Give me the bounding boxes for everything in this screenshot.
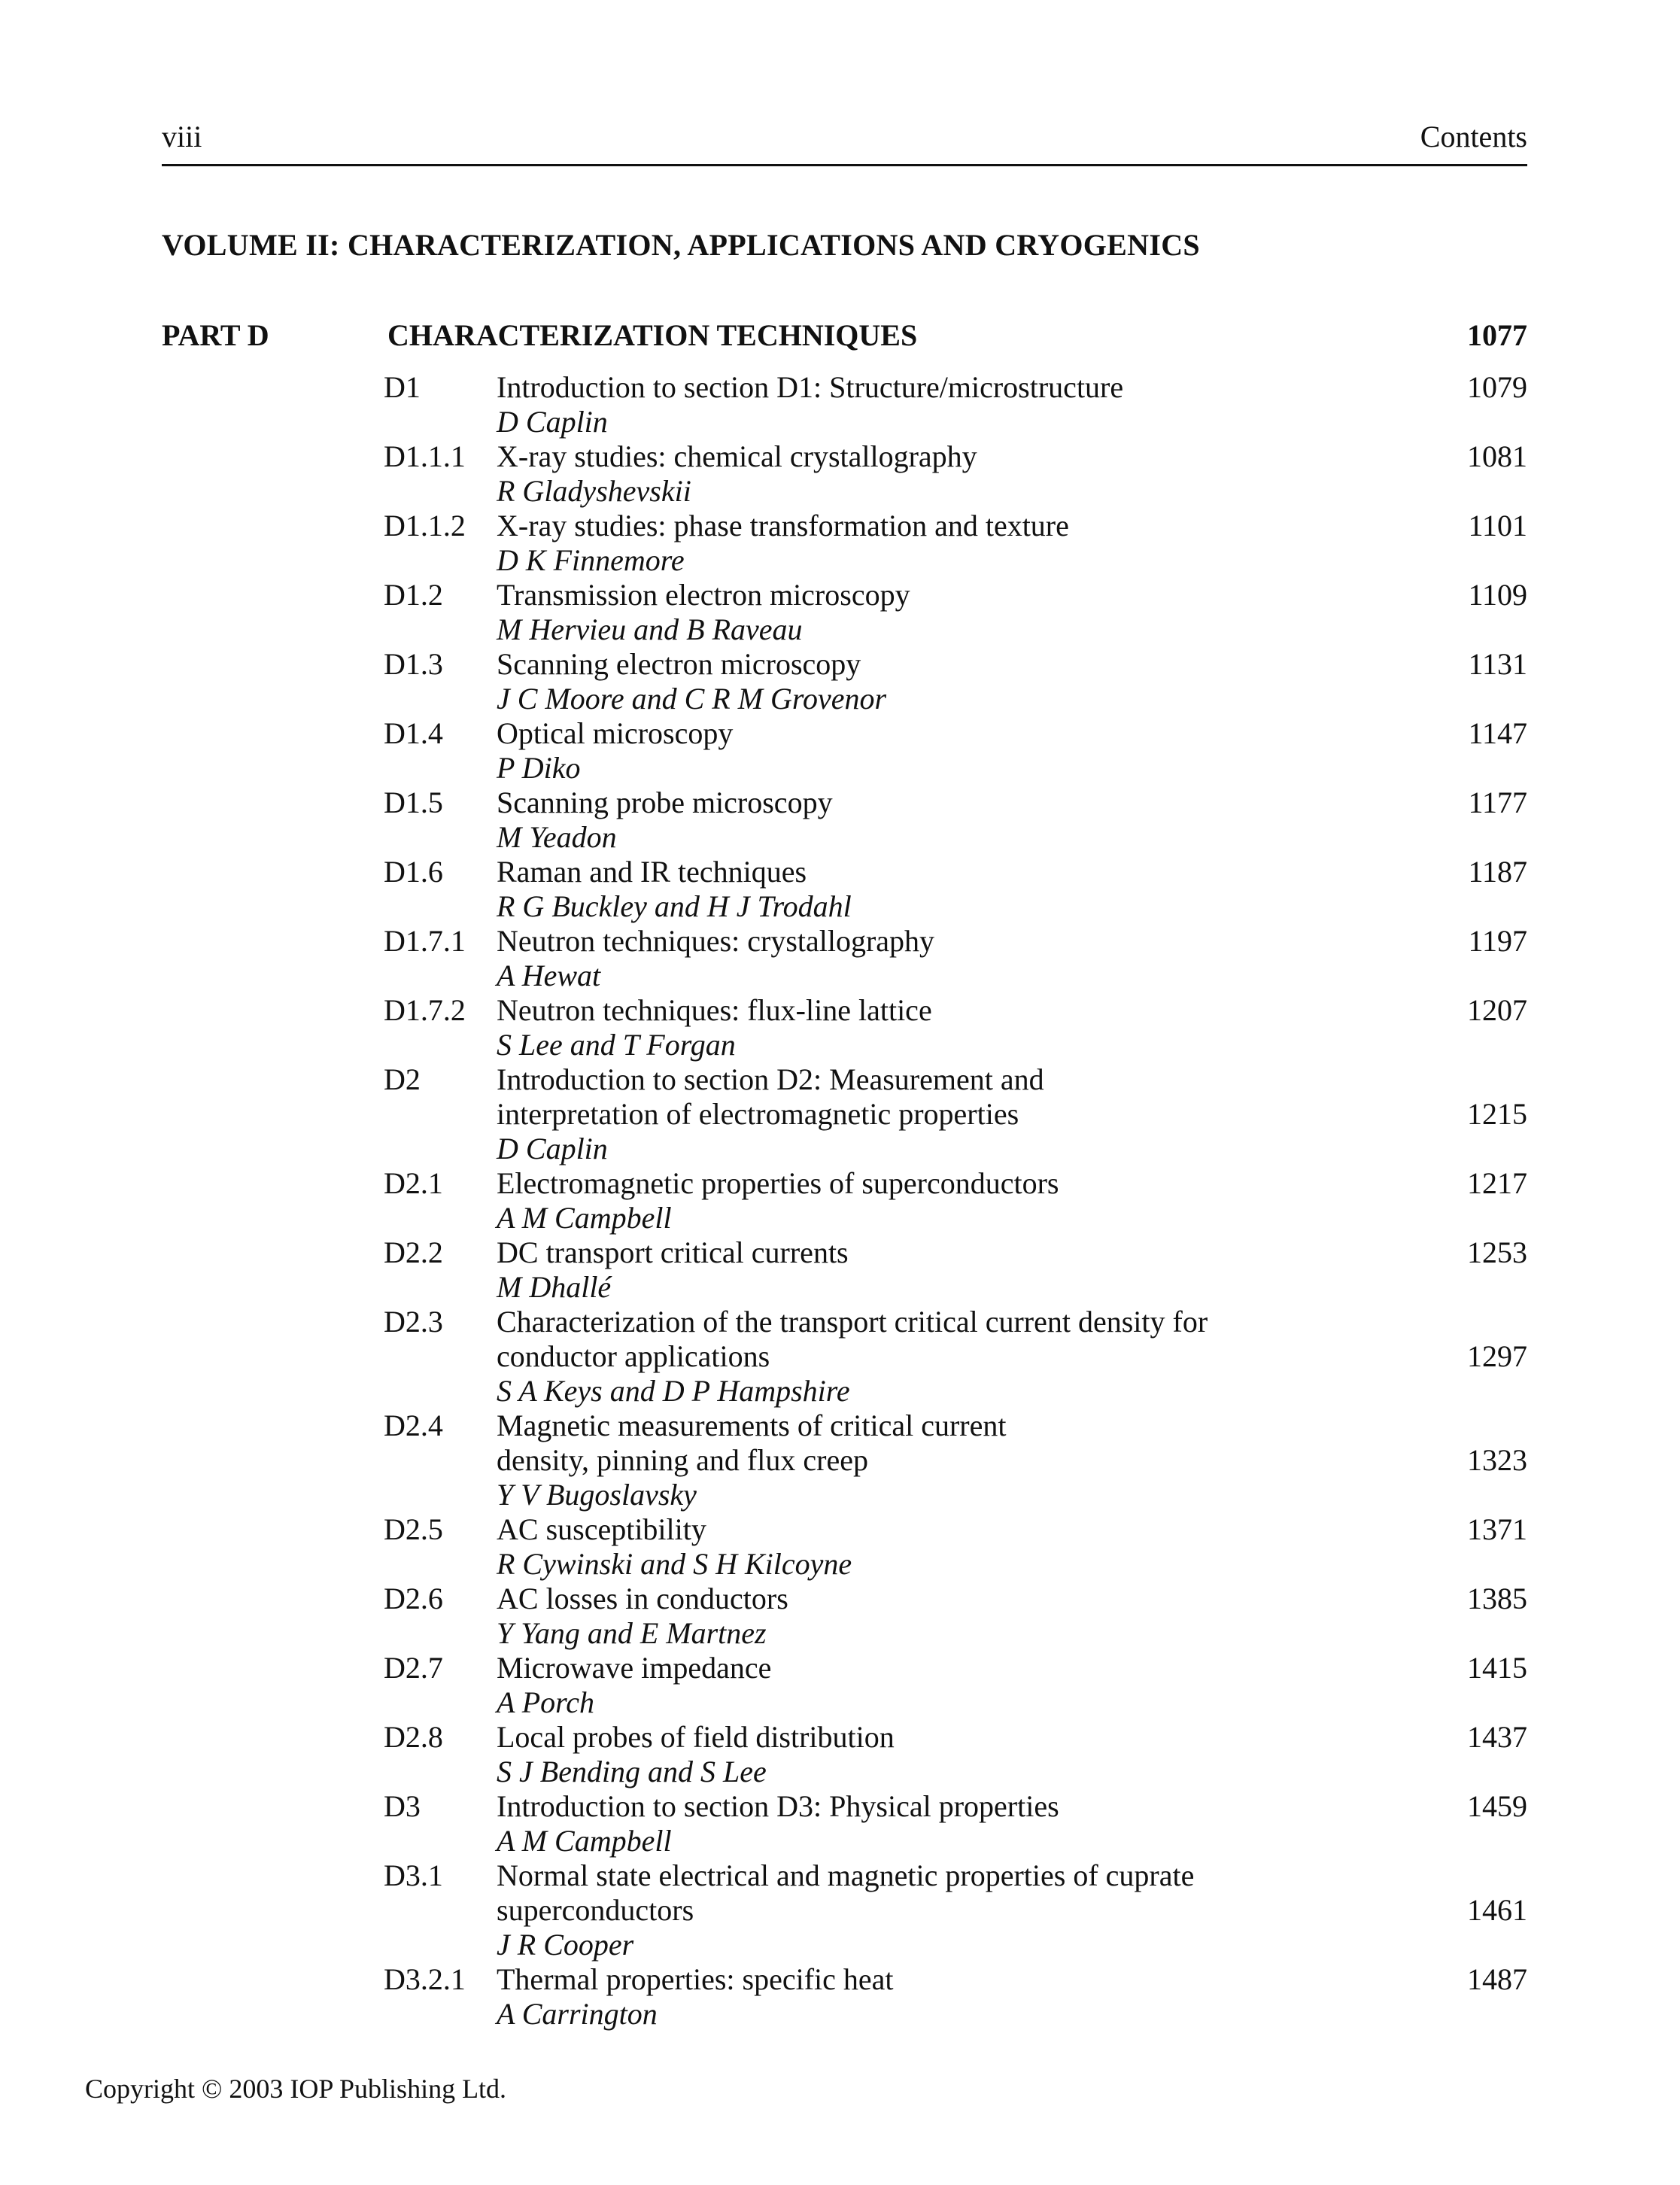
section-title: Scanning electron microscopy [497, 647, 861, 681]
section-code: D1.7.1 [384, 924, 466, 958]
section-title: Local probes of field distribution [497, 1720, 895, 1754]
toc-entry-author-line [384, 543, 1527, 578]
toc-entry-line [384, 509, 1527, 543]
author-name: J C Moore and C R M Grovenor [497, 682, 887, 716]
toc-entry-author-line [384, 1201, 1527, 1235]
section-code: D2.1 [384, 1166, 443, 1200]
section-code: D1.3 [384, 647, 443, 681]
toc-entry-author-line [384, 1028, 1527, 1062]
toc-entry-line [384, 1443, 1527, 1478]
toc-entry-line [384, 1512, 1527, 1547]
toc-entry-author-line [384, 1928, 1527, 1962]
author-name: A M Campbell [497, 1824, 672, 1858]
toc-entry [384, 1962, 1527, 2032]
page-number: 1207 [1467, 993, 1527, 1027]
section-code: D1.1.1 [384, 439, 466, 473]
part-page-number: 1077 [1467, 318, 1527, 352]
page-number: 1215 [1467, 1097, 1527, 1131]
section-code: D2.8 [384, 1720, 443, 1754]
toc-entry-author-line [384, 889, 1527, 924]
author-name: A Porch [497, 1685, 594, 1719]
section-code: D1.7.2 [384, 993, 466, 1027]
toc-entry [384, 1789, 1527, 1858]
toc-entry-author-line [384, 751, 1527, 786]
toc-entry-line [384, 716, 1527, 751]
part-title: CHARACTERIZATION TECHNIQUES [387, 318, 918, 352]
toc-entry [384, 647, 1527, 716]
section-code: D2.6 [384, 1582, 443, 1615]
toc-entry [384, 1858, 1527, 1962]
page-number: 1197 [1468, 924, 1527, 958]
toc-entry [384, 1512, 1527, 1582]
section-title: Scanning probe microscopy [497, 786, 833, 819]
toc-entry-line [384, 993, 1527, 1028]
toc-entry [384, 439, 1527, 509]
toc-entry-line [384, 1166, 1527, 1201]
toc-entry-line [384, 1235, 1527, 1270]
toc-entry-line [384, 1409, 1527, 1443]
author-name: S A Keys and D P Hampshire [497, 1374, 850, 1408]
part-label: PART D [162, 318, 269, 352]
author-name: D K Finnemore [497, 543, 685, 577]
toc-entry [384, 1651, 1527, 1720]
author-name: Y V Bugoslavsky [497, 1478, 697, 1512]
toc-entry-author-line [384, 820, 1527, 855]
author-name: J R Cooper [497, 1928, 634, 1962]
author-name: R Gladyshevskii [497, 474, 691, 508]
page-number: 1253 [1467, 1235, 1527, 1269]
section-title: X-ray studies: chemical crystallography [497, 439, 977, 473]
page-number: viii [162, 120, 202, 153]
author-name: A M Campbell [497, 1201, 672, 1235]
toc-entry-line [384, 1962, 1527, 1997]
toc-entry-author-line [384, 612, 1527, 647]
author-name: M Yeadon [497, 820, 617, 854]
section-title: Neutron techniques: flux-line lattice [497, 993, 932, 1027]
section-title: Transmission electron microscopy [497, 578, 910, 612]
section-title: Optical microscopy [497, 716, 734, 750]
toc-entries [384, 370, 1527, 2032]
author-name: M Hervieu and B Raveau [497, 612, 803, 646]
page-number: 1415 [1467, 1651, 1527, 1685]
author-name: S J Bending and S Lee [497, 1755, 767, 1788]
toc-entry-line [384, 1097, 1527, 1132]
toc-entry-author-line [384, 1755, 1527, 1789]
author-name: A Hewat [497, 959, 601, 992]
section-code: D2.4 [384, 1409, 443, 1442]
toc-entry [384, 1062, 1527, 1166]
toc-entry-line [384, 578, 1527, 612]
toc-entry-line [384, 786, 1527, 820]
section-title: AC losses in conductors [497, 1582, 788, 1615]
page-number: 1459 [1467, 1789, 1527, 1823]
page-number: 1297 [1467, 1339, 1527, 1373]
page-number: 1437 [1467, 1720, 1527, 1754]
toc-entry-line [384, 1062, 1527, 1097]
toc-entry [384, 786, 1527, 855]
section-title: Magnetic measurements of critical current [497, 1409, 1007, 1442]
section-code: D1.2 [384, 578, 443, 612]
author-name: D Caplin [497, 1132, 608, 1165]
section-title: Neutron techniques: crystallography [497, 924, 935, 958]
toc-entry-line [384, 647, 1527, 682]
section-title: AC susceptibility [497, 1512, 706, 1546]
page-number: 1217 [1467, 1166, 1527, 1200]
toc-entry-author-line [384, 1824, 1527, 1858]
page-number: 1079 [1467, 370, 1527, 404]
page-number: 1109 [1468, 578, 1527, 612]
section-title: density, pinning and flux creep [497, 1443, 868, 1477]
toc-entry-line [384, 1893, 1527, 1928]
toc-entry-author-line [384, 1132, 1527, 1166]
page-number: 1487 [1467, 1962, 1527, 1996]
toc-entry-author-line [384, 1478, 1527, 1512]
section-code: D3.2.1 [384, 1962, 466, 1996]
section-code: D1 [384, 370, 421, 404]
section-title: Thermal properties: specific heat [497, 1962, 894, 1996]
toc-entry [384, 1582, 1527, 1651]
toc-entry-line [384, 924, 1527, 959]
toc-entry [384, 1409, 1527, 1512]
page-number: 1385 [1467, 1582, 1527, 1615]
toc-entry [384, 855, 1527, 924]
toc-entry-author-line [384, 1374, 1527, 1409]
author-name: R Cywinski and S H Kilcoyne [497, 1547, 852, 1581]
toc-entry-line [384, 370, 1527, 405]
section-code: D2.5 [384, 1512, 443, 1546]
running-header [162, 119, 1527, 166]
toc-entry-line [384, 439, 1527, 474]
running-title: Contents [1420, 120, 1527, 153]
page-number: 1177 [1468, 786, 1527, 819]
section-code: D2.3 [384, 1305, 443, 1339]
page-number: 1131 [1468, 647, 1527, 681]
toc-entry-line [384, 1339, 1527, 1374]
toc-entry-line [384, 1858, 1527, 1893]
toc-entry [384, 578, 1527, 647]
copyright-footer: Copyright © 2003 IOP Publishing Ltd. [85, 2074, 507, 2104]
section-title: Introduction to section D1: Structure/microstructure [497, 370, 1124, 404]
toc-entry [384, 1720, 1527, 1789]
section-code: D1.5 [384, 786, 443, 819]
toc-entry [384, 716, 1527, 786]
section-title: DC transport critical currents [497, 1235, 849, 1269]
toc-entry [384, 1305, 1527, 1409]
page-number: 1101 [1468, 509, 1527, 542]
page-number: 1371 [1467, 1512, 1527, 1546]
section-title: interpretation of electromagnetic properties [497, 1097, 1019, 1131]
section-title: superconductors [497, 1893, 694, 1927]
volume-title: VOLUME II: CHARACTERIZATION, APPLICATIONS AND CRYOGENICS [162, 228, 1200, 262]
section-title: X-ray studies: phase transformation and texture [497, 509, 1069, 542]
toc-entry-author-line [384, 682, 1527, 716]
section-code: D1.6 [384, 855, 443, 889]
toc-entry-line [384, 1789, 1527, 1824]
author-name: Y Yang and E Martnez [497, 1616, 767, 1650]
toc-entry [384, 1235, 1527, 1305]
section-code: D2.2 [384, 1235, 443, 1269]
section-title: Microwave impedance [497, 1651, 772, 1685]
toc-entry-author-line [384, 474, 1527, 509]
page-number: 1147 [1468, 716, 1527, 750]
toc-entry-line [384, 1305, 1527, 1339]
toc-entry [384, 993, 1527, 1062]
toc-entry-author-line [384, 1616, 1527, 1651]
toc-entry-line [384, 1582, 1527, 1616]
section-code: D1.1.2 [384, 509, 466, 542]
section-title: Electromagnetic properties of superconductors [497, 1166, 1059, 1200]
section-code: D1.4 [384, 716, 443, 750]
page-number: 1081 [1467, 439, 1527, 473]
section-title: Raman and IR techniques [497, 855, 807, 889]
toc-entry-author-line [384, 1685, 1527, 1720]
author-name: S Lee and T Forgan [497, 1028, 736, 1062]
toc-entry-line [384, 1720, 1527, 1755]
section-title: conductor applications [497, 1339, 770, 1373]
section-title: Introduction to section D2: Measurement and [497, 1062, 1044, 1096]
section-title: Introduction to section D3: Physical properties [497, 1789, 1059, 1823]
section-code: D2 [384, 1062, 421, 1096]
author-name: M Dhallé [497, 1270, 612, 1304]
toc-entry-author-line [384, 959, 1527, 993]
author-name: P Diko [497, 751, 581, 785]
author-name: D Caplin [497, 405, 608, 439]
page-number: 1461 [1467, 1893, 1527, 1927]
section-code: D2.7 [384, 1651, 443, 1685]
author-name: R G Buckley and H J Trodahl [497, 889, 852, 923]
toc-entry [384, 1166, 1527, 1235]
toc-entry-author-line [384, 405, 1527, 439]
toc-entry [384, 509, 1527, 578]
section-code: D3 [384, 1789, 421, 1823]
page-number: 1187 [1468, 855, 1527, 889]
section-title: Normal state electrical and magnetic properties of cuprate [497, 1858, 1195, 1892]
toc-entry [384, 370, 1527, 439]
toc-entry-author-line [384, 1997, 1527, 2032]
toc-entry-author-line [384, 1547, 1527, 1582]
section-code: D3.1 [384, 1858, 443, 1892]
toc-entry-author-line [384, 1270, 1527, 1305]
toc-entry-line [384, 1651, 1527, 1685]
toc-entry [384, 924, 1527, 993]
toc-entry-line [384, 855, 1527, 889]
author-name: A Carrington [497, 1997, 658, 2031]
section-title: Characterization of the transport critical current density for [497, 1305, 1208, 1339]
page-number: 1323 [1467, 1443, 1527, 1477]
